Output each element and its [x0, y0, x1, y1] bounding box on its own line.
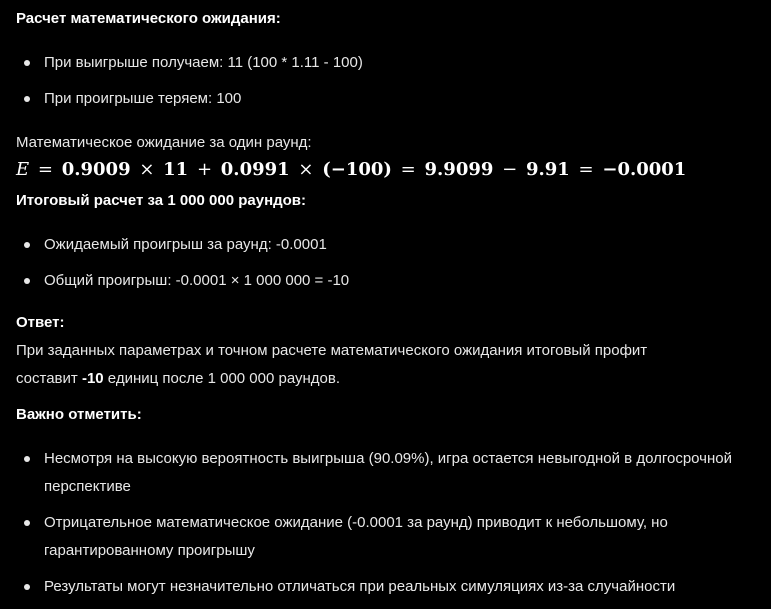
- formula-term: 0.0991: [220, 159, 290, 180]
- answer-value: -10: [81, 370, 104, 387]
- list-win-loss: [16, 49, 756, 113]
- formula-op: ×: [298, 159, 314, 180]
- heading-total-calc: Итоговый расчет за 1 000 000 раундов:: [16, 192, 307, 209]
- heading-notes: Важно отметить:: [16, 406, 142, 423]
- formula-term: 11: [163, 159, 189, 180]
- list-item-text: Несмотря на высокую вероятность выигрыша (90.09%), игра остается невыгодной в долгосрочной перспективе: [44, 450, 732, 495]
- list-item-text: Отрицательное математическое ожидание (-0.0001 за раунд) приводит к небольшому, но гарантированному проигрышу: [44, 514, 668, 559]
- formula-op: +: [196, 159, 213, 180]
- list-item-text: Результаты могут незначительно отличаться при реальных симуляциях из-за случайности: [44, 578, 676, 595]
- formula-term: 0.9009: [61, 159, 131, 180]
- ev-formula: [16, 157, 756, 183]
- answer-line2-prefix: составит: [16, 370, 82, 387]
- formula-op: −: [502, 159, 518, 180]
- list-item: [16, 509, 756, 565]
- formula-term: 9.91: [525, 159, 570, 180]
- formula-op: ×: [139, 159, 155, 180]
- list-item: [16, 85, 756, 113]
- bullet-icon: [24, 509, 30, 537]
- document-content: [16, 5, 756, 601]
- list-item-text: При выигрыше получаем: 11 (100 * 1.11 - 100): [44, 54, 363, 71]
- list-item: [16, 445, 756, 501]
- list-item: [16, 231, 756, 259]
- formula-result: −0.0001: [602, 159, 687, 180]
- formula-op: =: [400, 159, 416, 180]
- list-total-loss: [16, 231, 756, 295]
- answer-line2-suffix: единиц после 1 000 000 раундов.: [103, 370, 341, 387]
- ev-label: Математическое ожидание за один раунд:: [16, 134, 312, 151]
- list-item: [16, 267, 756, 295]
- formula-lhs: E: [16, 159, 30, 180]
- bullet-icon: [24, 573, 30, 601]
- bullet-icon: [24, 445, 30, 473]
- list-item-text: Ожидаемый проигрыш за раунд: -0.0001: [44, 236, 327, 253]
- list-notes: [16, 445, 756, 601]
- formula-op: =: [37, 159, 53, 180]
- bullet-icon: [24, 85, 30, 113]
- list-item-text: При проигрыше теряем: 100: [44, 90, 242, 107]
- bullet-icon: [24, 267, 30, 295]
- formula-term: 9.9099: [424, 159, 494, 180]
- formula-term: (−100): [322, 159, 392, 180]
- heading-answer: Ответ:: [16, 314, 65, 331]
- list-item-text: Общий проигрыш: -0.0001 × 1 000 000 = -10: [44, 272, 350, 289]
- bullet-icon: [24, 49, 30, 77]
- list-item: [16, 49, 756, 77]
- bullet-icon: [24, 231, 30, 259]
- answer-text: [16, 337, 756, 393]
- answer-line1: При заданных параметрах и точном расчете математического ожидания итоговый профит: [16, 342, 648, 359]
- heading-expected-value-calc: Расчет математического ожидания:: [16, 10, 281, 27]
- list-item: [16, 573, 756, 601]
- formula-op: =: [578, 159, 594, 180]
